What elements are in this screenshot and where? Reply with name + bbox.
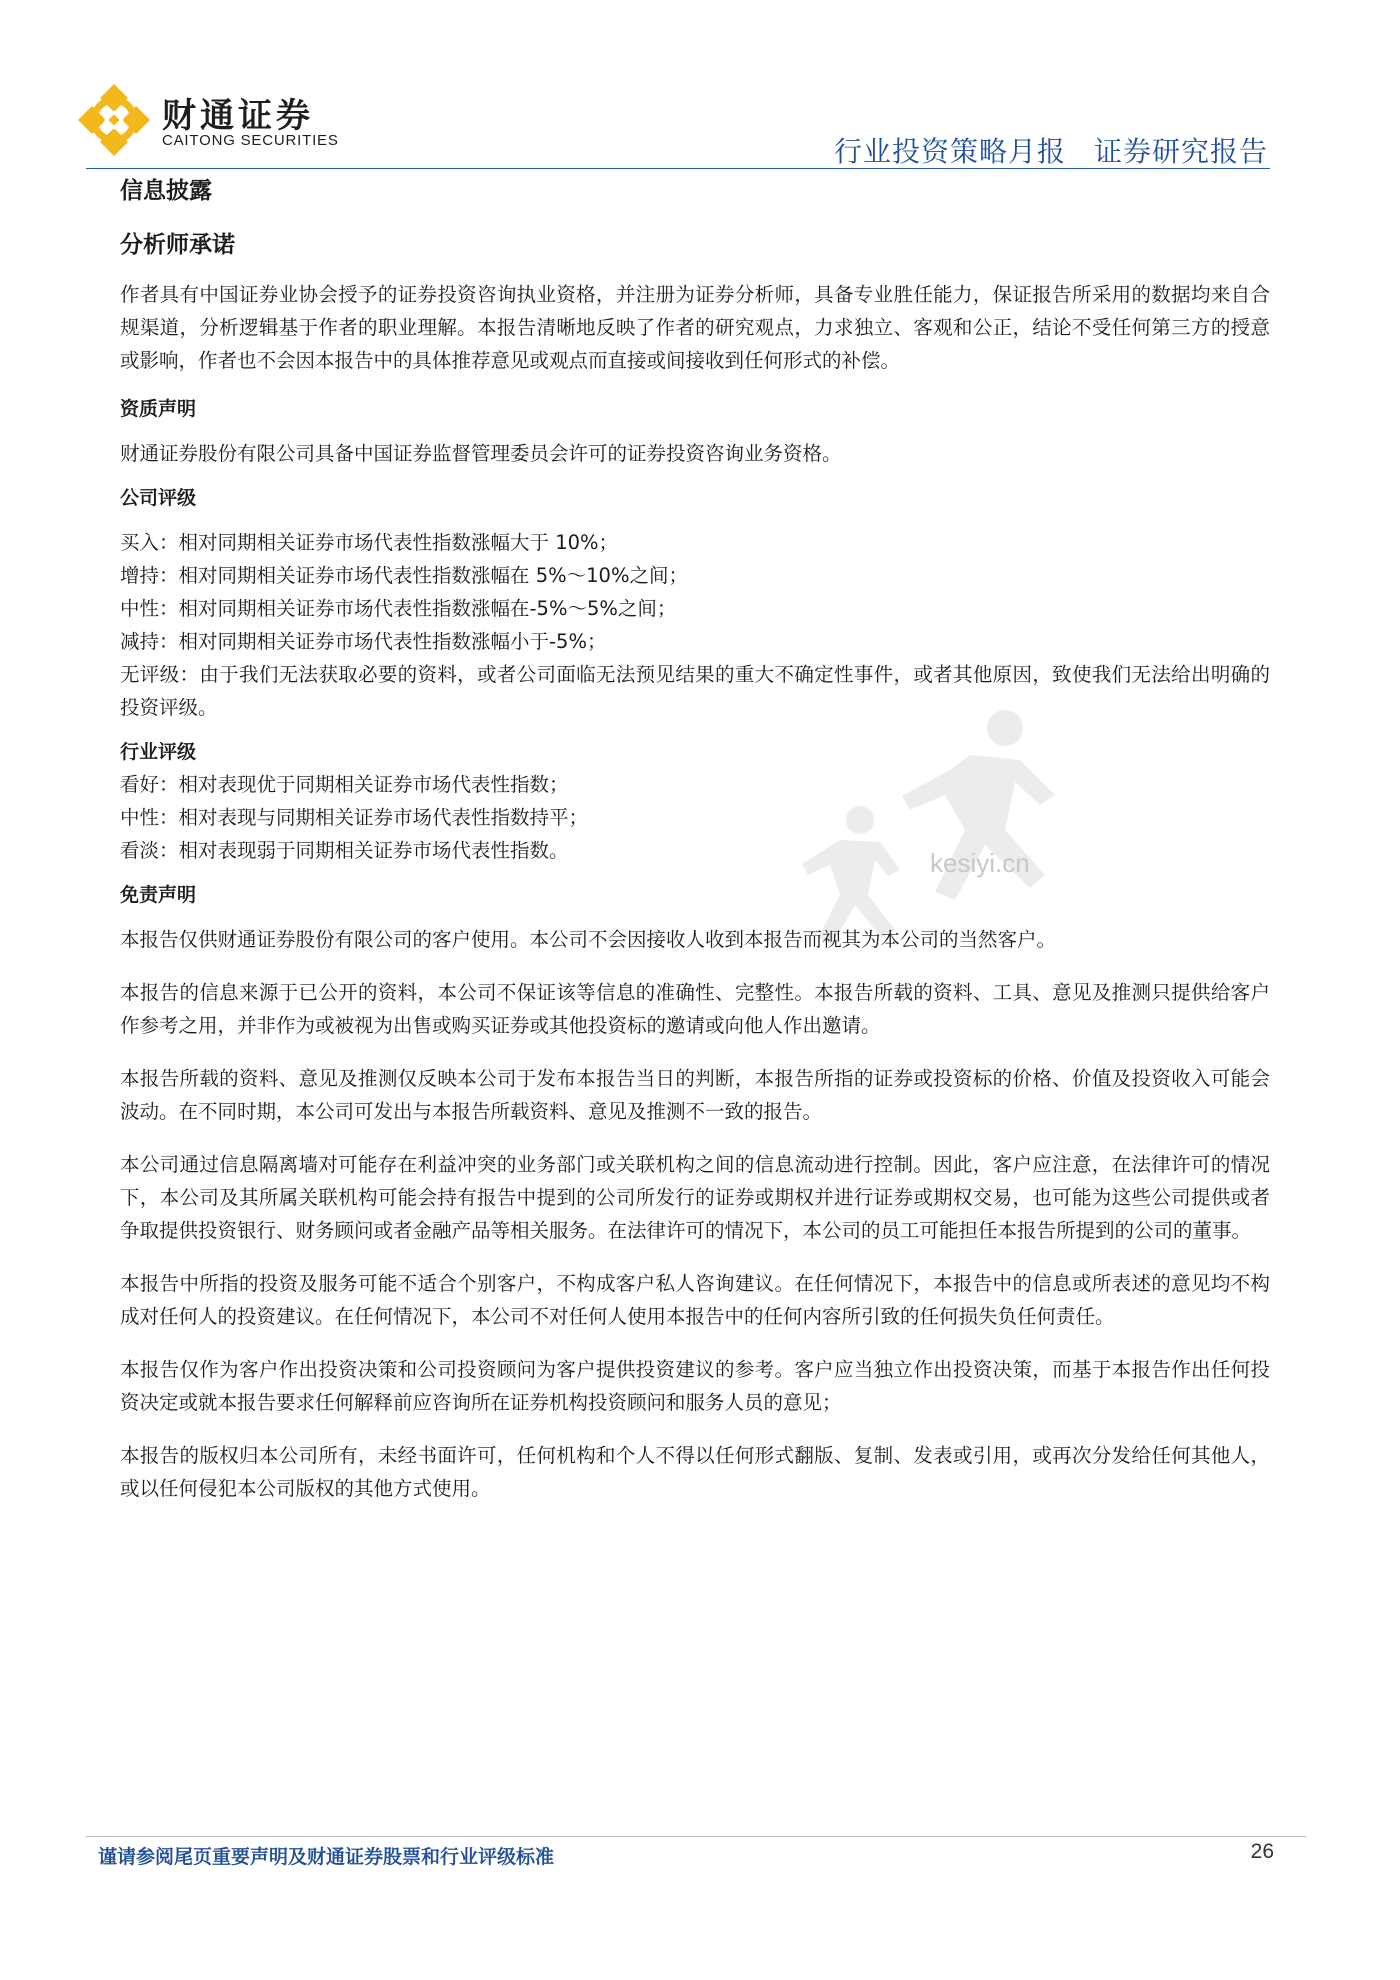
disclaimer-paragraph: 本报告所载的资料、意见及推测仅反映本公司于发布本报告当日的判断，本报告所指的证券或投资标的价格、价值及投资收入可能会波动。在不同时期，本公司可发出与本报告所载资料、意见及推测不一致的报告。 (120, 1067, 1270, 1123)
report-type (834, 130, 1268, 170)
industry-rating-title: 行业评级 (120, 741, 197, 763)
industry-rating-neutral: 中性：相对表现与同期相关证券市场代表性指数持平； (120, 806, 589, 829)
footer-divider (86, 1836, 1306, 1837)
company-rating-overweight: 增持：相对同期相关证券市场代表性指数涨幅在 5%～10%之间； (120, 564, 688, 587)
watermark-text: kesiyi.cn (930, 848, 1030, 878)
qualification-text: 财通证券股份有限公司具备中国证券监督管理委员会许可的证券投资咨询业务资格。 (120, 442, 842, 465)
caitong-logo-icon (76, 82, 152, 158)
industry-rating-negative: 看淡：相对表现弱于同期相关证券市场代表性指数。 (120, 839, 569, 862)
document-body (120, 172, 1270, 1505)
company-rating-neutral: 中性：相对同期相关证券市场代表性指数涨幅在-5%～5%之间； (120, 597, 677, 620)
report-type-monthly: 行业投资策略月报 (833, 135, 1066, 168)
company-rating-buy: 买入：相对同期相关证券市场代表性指数涨幅大于 10%； (120, 531, 619, 554)
company-rating-unrated: 无评级：由于我们无法获取必要的资料，或者公司面临无法预见结果的重大不确定性事件，或者其他原因，致使我们无法给出明确的投资评级。 (120, 663, 1270, 719)
company-rating-title: 公司评级 (120, 487, 197, 509)
footer-note: 谨请参阅尾页重要声明及财通证券股票和行业评级标准 (98, 1846, 555, 1868)
analyst-commitment-text: 作者具有中国证券业协会授予的证券投资咨询执业资格，并注册为证券分析师，具备专业胜任能力，保证报告所采用的数据均来自合规渠道，分析逻辑基于作者的职业理解。本报告清晰地反映了作者的研究观点，力求独立、客观和公正，结论不受任何第三方的授意或影响，作者也不会因本报告中的具体推荐意见或观点而直接或间接收到任何形式的补偿。 (120, 283, 1270, 372)
disclaimer-paragraph: 本报告仅作为客户作出投资决策和公司投资顾问为客户提供投资建议的参考。客户应当独立作出投资决策，而基于本报告作出任何投资决定或就本报告要求任何解释前应咨询所在证券机构投资顾问和服务人员的意见； (120, 1358, 1270, 1414)
page-number: 26 (1250, 1840, 1274, 1863)
disclosure-title: 信息披露 (120, 178, 212, 204)
company-rating-underweight: 减持：相对同期相关证券市场代表性指数涨幅小于-5%； (120, 630, 607, 653)
disclaimer-paragraph: 本报告仅供财通证券股份有限公司的客户使用。本公司不会因接收人收到本报告而视其为本公司的当然客户。 (120, 928, 1057, 951)
analyst-commitment-title: 分析师承诺 (120, 232, 235, 258)
logo-chinese-name: 财通证券 (162, 96, 314, 136)
industry-rating-positive: 看好：相对表现优于同期相关证券市场代表性指数； (120, 773, 569, 796)
page-header (0, 0, 1400, 170)
header-divider (86, 168, 1270, 169)
disclaimer-paragraph: 本报告中所指的投资及服务可能不适合个别客户，不构成客户私人咨询建议。在任何情况下，本报告中的信息或所表述的意见均不构成对任何人的投资建议。在任何情况下，本公司不对任何人使用本报告中的任何内容所引致的任何损失负任何责任。 (120, 1272, 1270, 1328)
logo-english-name: CAITONG SECURITIES (162, 132, 339, 149)
qualification-title: 资质声明 (120, 398, 197, 420)
disclaimer-paragraph: 本报告的版权归本公司所有，未经书面许可，任何机构和个人不得以任何形式翻版、复制、发表或引用，或再次分发给任何其他人，或以任何侵犯本公司版权的其他方式使用。 (120, 1444, 1270, 1500)
report-type-research: 证券研究报告 (1093, 135, 1268, 168)
disclaimer-paragraph: 本公司通过信息隔离墙对可能存在利益冲突的业务部门或关联机构之间的信息流动进行控制。因此，客户应注意，在法律许可的情况下，本公司及其所属关联机构可能会持有报告中提到的公司所发行的证券或期权并进行证券或期权交易，也可能为这些公司提供或者争取提供投资银行、财务顾问或者金融产品等相关服务。在法律许可的情况下，本公司的员工可能担任本报告所提到的公司的董事。 (120, 1153, 1270, 1242)
disclaimer-paragraph: 本报告的信息来源于已公开的资料，本公司不保证该等信息的准确性、完整性。本报告所载的资料、工具、意见及推测只提供给客户作参考之用，并非作为或被视为出售或购买证券或其他投资标的邀请或向他人作出邀请。 (120, 981, 1270, 1037)
disclaimer-title: 免责声明 (120, 884, 197, 906)
